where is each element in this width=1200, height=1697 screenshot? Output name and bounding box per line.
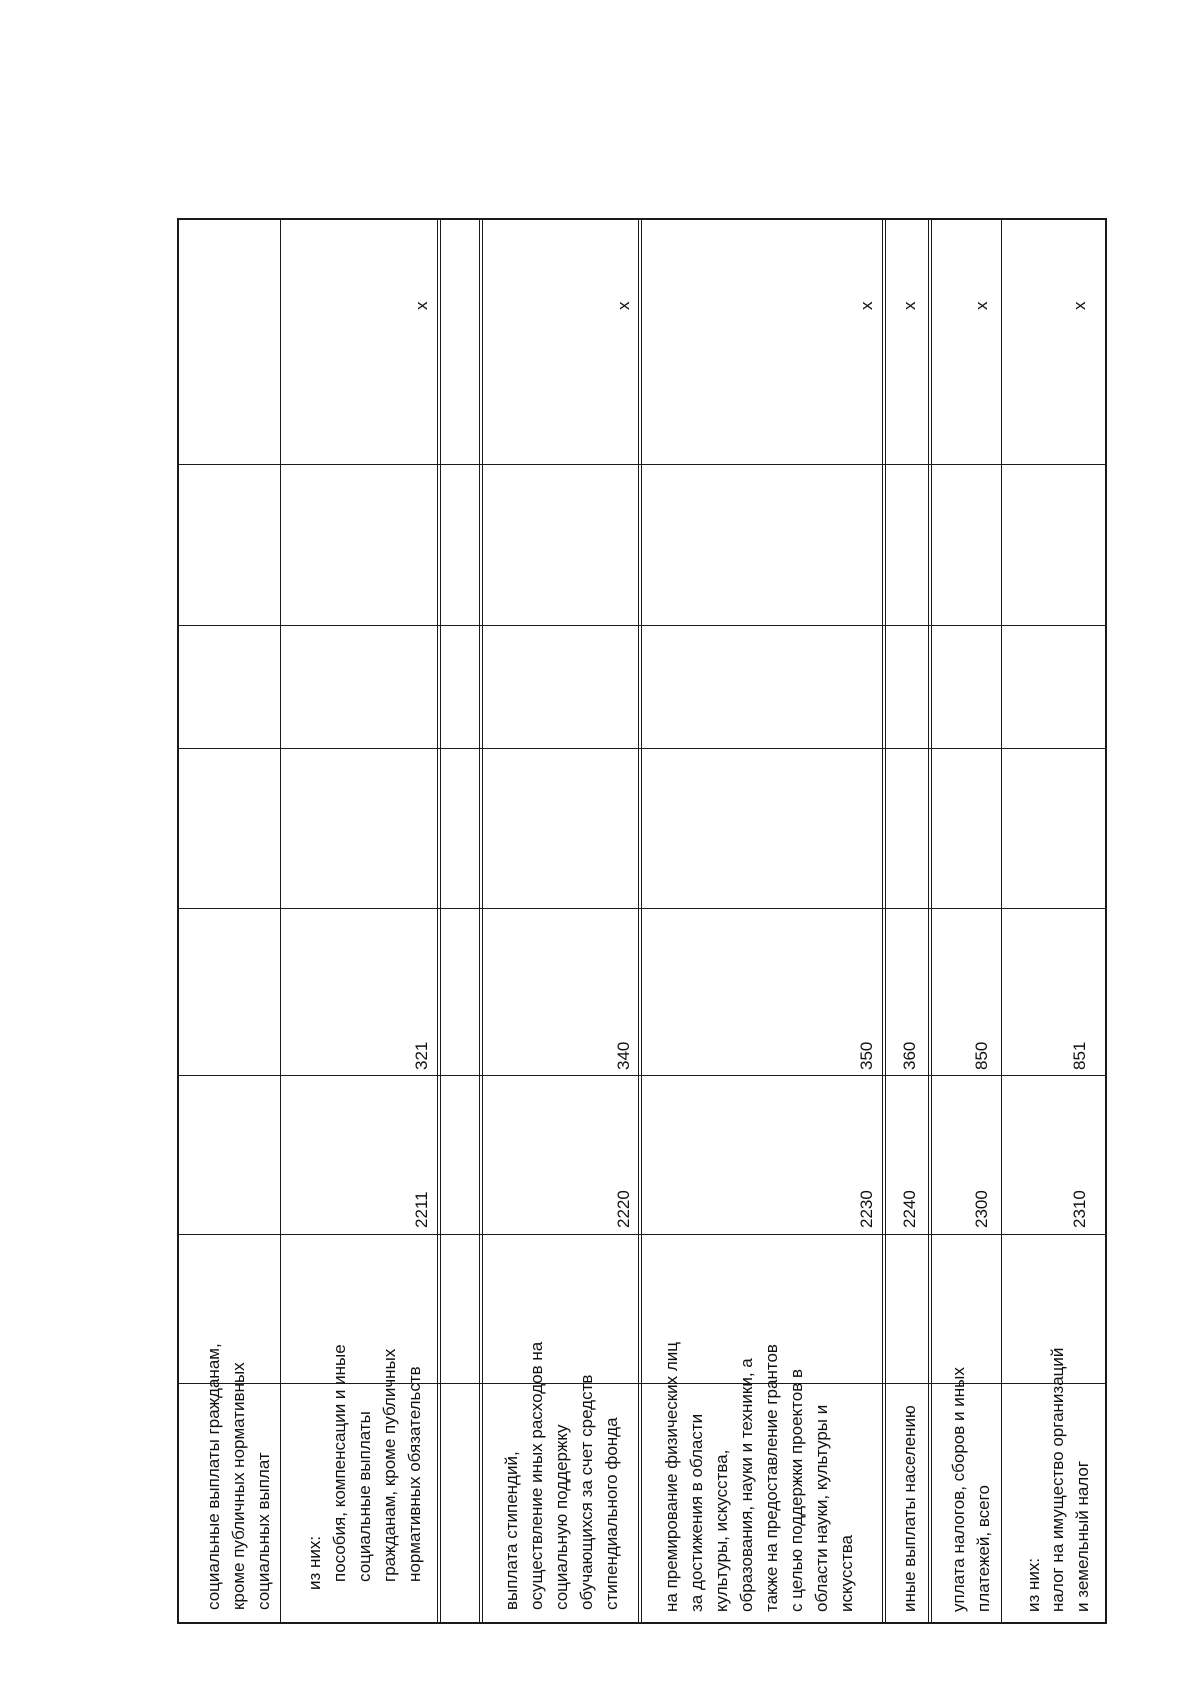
kbk-code: 851 [1070, 1041, 1089, 1070]
line-code: 2300 [972, 1190, 991, 1228]
row-divider [479, 220, 483, 1622]
row-description: пособия, компенсации и иные социальные выплаты гражданам, кроме публичных нормативных обязательств [330, 1344, 424, 1582]
row-divider [928, 220, 932, 1622]
x-mark: x [614, 301, 633, 310]
kbk-code: 350 [857, 1041, 876, 1070]
column-divider [179, 1075, 1105, 1076]
kbk-code: 850 [972, 1041, 991, 1070]
row-description: уплата налогов, сборов и иных платежей, всего [949, 1367, 993, 1612]
kbk-code: 360 [900, 1041, 919, 1070]
row-divider [437, 220, 441, 1622]
row-divider [1001, 220, 1002, 1622]
x-mark: x [857, 301, 876, 310]
row-description: иные выплаты населению [900, 1405, 919, 1612]
line-code: 2230 [857, 1190, 876, 1228]
row-description: выплата стипендий, осуществление иных расходов на социальную поддержку обучающихся за счет средств стипендиального фонда [502, 1341, 621, 1610]
column-divider [179, 908, 1105, 909]
row-description: налог на имущество организаций и земельный налог [1048, 1347, 1092, 1612]
financial-plan-table [177, 218, 1107, 1624]
row-divider [280, 220, 281, 1622]
row-description: социальные выплаты гражданам, кроме публичных нормативных социальных выплат [204, 1343, 273, 1610]
column-divider [179, 748, 1105, 749]
row-description-prefix: из них: [305, 1535, 324, 1590]
row-divider [638, 220, 642, 1622]
row-description: на премирование физических лиц за достижения в области культуры, искусства, образования, науки и техники, а также на предоставление грантов с целью поддержки проектов в области науки, культуры и искусства [662, 1341, 856, 1612]
column-divider [179, 464, 1105, 465]
row-description-prefix: из них: [1024, 1557, 1043, 1612]
x-mark: x [1070, 301, 1089, 310]
line-code: 2220 [614, 1190, 633, 1228]
column-divider [179, 1234, 1105, 1235]
x-mark: x [412, 301, 431, 310]
kbk-code: 340 [614, 1041, 633, 1070]
kbk-code: 321 [412, 1041, 431, 1070]
line-code: 2310 [1070, 1190, 1089, 1228]
column-divider [179, 625, 1105, 626]
x-mark: x [972, 301, 991, 310]
line-code: 2240 [900, 1190, 919, 1228]
x-mark: x [900, 301, 919, 310]
line-code: 2211 [412, 1191, 431, 1228]
row-divider [882, 220, 886, 1622]
